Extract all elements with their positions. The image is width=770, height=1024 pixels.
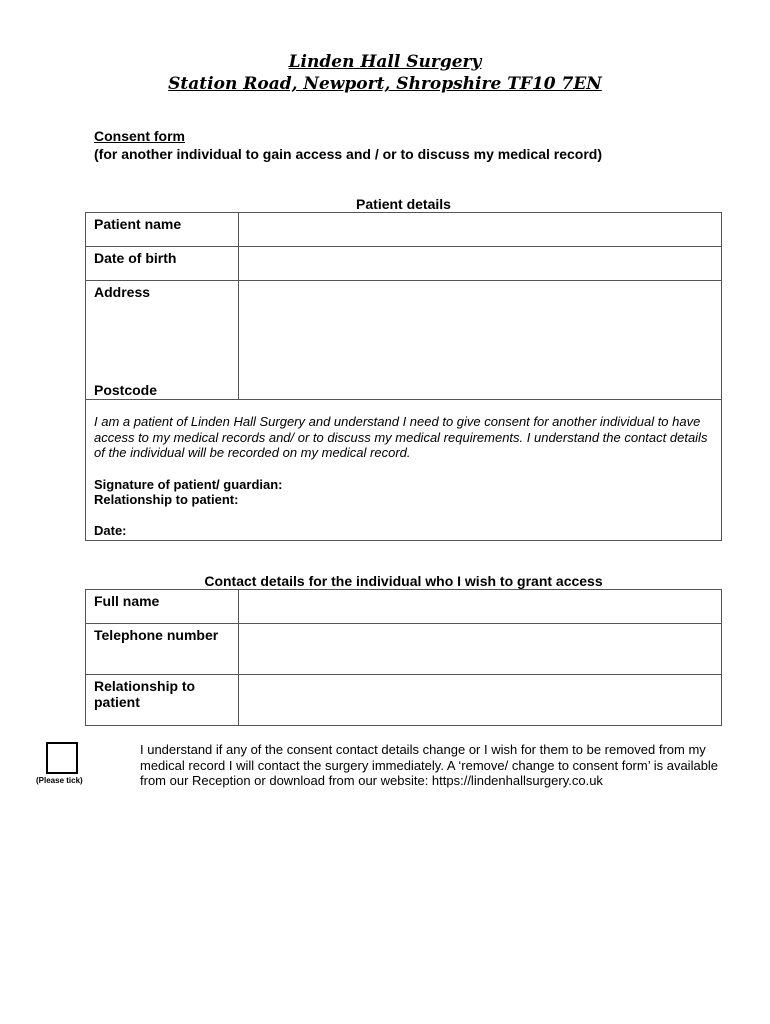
declaration-cell — [86, 400, 722, 541]
contact-details-title: Contact details for the individual who I wish to grant access — [204, 573, 603, 589]
dob-label: Date of birth — [86, 247, 239, 281]
surgery-name: Linden Hall Surgery — [288, 52, 482, 72]
patient-name-field[interactable] — [239, 213, 722, 247]
contact-relationship-label: Relationship to patient — [86, 675, 239, 726]
telephone-label: Telephone number — [86, 624, 239, 675]
dob-field[interactable] — [239, 247, 722, 281]
address-label-cell — [86, 281, 239, 400]
full-name-label: Full name — [86, 590, 239, 624]
address-field[interactable] — [239, 281, 722, 400]
patient-name-label: Patient name — [86, 213, 239, 247]
patient-details-table — [85, 212, 722, 541]
form-subheading: (for another individual to gain access and / or to discuss my medical record) — [94, 146, 603, 162]
declaration-text: I am a patient of Linden Hall Surgery and understand I need to give consent for another individual to have access to my medical records and/ or to discuss my medical requirements. I understand the contact details of the individual will be recorded on my medical record. — [94, 414, 708, 460]
tick-checkbox[interactable] — [46, 742, 78, 774]
signature-label: Signature of patient/ guardian: — [94, 476, 283, 492]
full-name-field[interactable] — [239, 590, 722, 624]
relationship-label: Relationship to patient: — [94, 492, 239, 507]
patient-details-title: Patient details — [356, 196, 451, 212]
date-label: Date: — [94, 522, 127, 538]
postcode-label: Postcode — [94, 382, 158, 398]
form-heading: Consent form — [94, 128, 185, 144]
contact-details-table — [85, 589, 722, 726]
contact-relationship-field[interactable] — [239, 675, 722, 726]
understanding-statement: I understand if any of the consent contact details change or I wish for them to be removed from my medical record I will contact the surgery immediately. A ‘remove/ change to consent form’ is available from our Reception or download from our website: https://lindenhallsurgery.co.uk — [140, 742, 719, 788]
tick-caption: (Please tick) — [36, 776, 83, 785]
address-label: Address — [94, 284, 151, 300]
surgery-address: Station Road, Newport, Shropshire TF10 7EN — [168, 74, 602, 94]
telephone-field[interactable] — [239, 624, 722, 675]
